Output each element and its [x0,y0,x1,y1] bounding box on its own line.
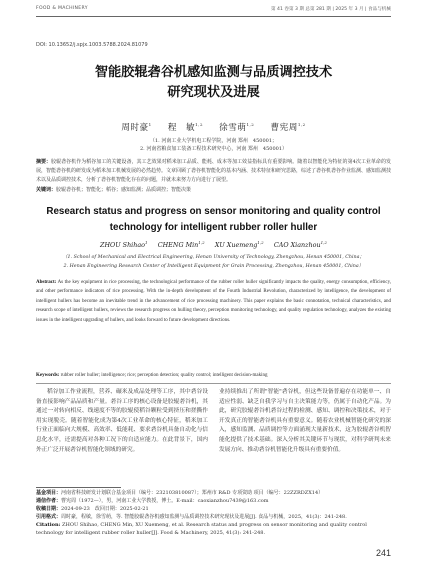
doi: DOI: 10.13652/j.spjx.1003.5788.2024.81079 [36,42,148,48]
author-sup: 1,2 [320,240,327,245]
title-en-line-1: Research status and progress on sensor monitoring and quality control [46,206,381,217]
authors-cn [36,121,391,133]
footnote-text: 周时豪，程敏，徐雪萌，等. 智能胶辊砻谷机感知监测与品质调控技术研究现状及进展[J]. 食品与机械，2025，41(3)：241-248. [61,514,347,520]
affiliation-en-1: （1. School of Mechanical and Electrical Engineering, Henan University of Technology, Zhengzhou, Henan 450001, China； [62,255,365,260]
footnote-label: Citation: [36,522,61,528]
abstract-en-text: As the key equipment in rice processing, the technological performance of the rubber roller huller significantly impacts the quality, energy consumption, efficiency, and other performance indicators of rice processing. With the in-depth development of the Fourth Industrial Revolution, characterized by intelligence, the development of intelligent hullers has become an inevitable trend in the advancement of rice processing machinery. This paper explains the basic connotation, technical characteristics, and research scope of intelligent hullers, reviews the research progress on hulling theory, perception monitoring technology, and quality regulation technology, analyzes the existing issues in the intelligent upgrading of hullers, and looks forward to future development directions. [36,280,391,323]
author-cn: 曹宪周 [270,123,298,133]
footnote-text: 曹宪周（1972—），男，河南工业大学教授，博士。E-mail：caoxianzhou7439@163.com [61,498,269,504]
keywords-en [36,373,391,378]
footnote-funding [36,490,391,498]
section-rule [36,383,391,384]
footnote-text: ZHOU Shihao, CHENG Min, XU Xuemeng, et al. Research status and progress on sensor monitoring and quality control technology for intelligent rubber roller huller[J]. Food & Machinery, 2025, 41(3): 241-248. [36,522,367,536]
footnote-label: 引用格式： [36,514,62,520]
author-sup: 1,2 [297,122,306,128]
abstract-en-label: Abstract: [36,280,57,285]
author-sup: 1 [148,122,152,128]
body-column-right: 业持续推出了所谓"智能"砻谷机，但这些设备普遍存在功能单一、自适应性弱、缺乏自我学习与自主决策能力等，仍属于自动化产品。为此，研究胶辊砻谷机砻谷过程的检测、感知、调控和决策技术，对于开发真正的智能砻谷机具有重要意义。随着农业机械智能化研究的深入，感知监测、品质调控等方面涌现大量新技术，这为胶辊砻谷机智能化提供了技术基础。深入分析其关键环节与现状，对科学研判未来发展方向、推动砻谷机智能化升级具有重要价值。 [219,389,391,453]
keywords-cn [36,186,391,193]
abstract-en [36,278,391,325]
author-sup: 1 [145,240,148,245]
author-en: ZHOU Shihao [100,241,145,250]
footnote-text: 2024-09-23 改回日期：2025-02-21 [61,506,149,512]
footnote-citation-en [36,522,391,537]
author-cn: 徐雪萌 [219,123,247,133]
footnote-corresponding-author [36,498,391,506]
author-sup: 1,2 [195,122,203,128]
footnote-received-date [36,506,391,514]
author-sup: 1,2 [246,122,255,128]
keywords-en-label: Keywords: [36,373,60,378]
author-en: XU Xuemeng [214,241,258,250]
footnote-rule [36,487,121,488]
affiliation-cn-2: 2. 河南省粮食加工装备工程技术研究中心，河南 郑州 450001） [139,146,288,152]
keywords-cn-label: 关键词： [36,187,57,193]
body-column-left: 稻谷加工作业流程，营养、碾米及成品处理等工序，其中砻谷设备直接影响产品品质和产量。砻谷工序的核心设备是胶辊砻谷机，其通过一对转向相反、线速度不等的胶辊使稻谷颗粒受到挤压和搓撕作用实现脱壳。随着智能化成为第4次工业革命的核心特征，稻米加工行业正面临向大规模、高效率、低能耗、要求砻谷机具备自动化与信息化水平，还需提高对各种工况下的自适应能力。在此背景下，国内外正广泛开展砻谷机智能化领域的研究。 [36,389,208,453]
abstract-cn [36,158,391,185]
keywords-en-text: rubber roller huller; intelligence; rice; perception detection; quality control; intelligent decision-making [60,373,268,378]
affiliation-en-2: 2. Henan Engineering Research Center of Intelligent Equipment for Grain Processing, Zhengzhou, Henan 450001, China） [63,264,364,269]
title-en-line-2: technology for intelligent rubber roller huller [109,222,318,233]
author-sup: 1,2 [198,240,205,245]
authors-en [36,240,391,249]
title-cn-line-2: 研究现状及进展 [167,85,260,100]
author-cn: 程 敏 [167,123,196,133]
header-rule [36,16,391,17]
footnote-text: 河南省科技研发计划联合基金项目（编号：232103810087）；郑州市 R&D 专项资助 项目（编号：22ZZRDZX14） [61,490,324,496]
footnote-label: 收稿日期： [36,506,62,512]
title-cn-line-1: 智能胶辊砻谷机感知监测与品质调控技术 [94,65,333,80]
author-en: CHENG Min [157,241,199,250]
footnote-label: 通信作者： [36,498,62,504]
author-sup: 1,2 [257,240,264,245]
abstract-cn-label: 摘要： [36,159,52,165]
affiliation-cn-1: （1. 河南工业大学机电工程学院，河南 郑州 450001； [149,138,278,144]
footnote-citation-cn [36,514,391,522]
author-en: CAO Xianzhou [273,241,321,250]
footnote-label: 基金项目： [36,490,62,496]
page-number: 241 [375,548,391,558]
journal-issue-info: 第 41 卷第 3 期 总第 281 期 | 2025 年 3 月 | 食品与机械 [270,7,391,12]
journal-name-en: FOOD & MACHINERY [36,6,88,11]
keywords-cn-text: 胶辊砻谷机；智能化；稻谷；感知监测；品质调控；智能决策 [56,187,192,193]
author-cn: 周时豪 [121,123,149,133]
abstract-cn-text: 胶辊砻谷机作为稻谷加工的关键设备，其工艺效果对稻米加工品质、能耗、成本等加工效益指标具有重要影响。随着以智能化为特征的第4次工业革命的发展，智能砻谷机的研发成为稻米加工机械发展的必然趋势。文章回顾了砻谷机智能化的基本内涵、技术特征和研究思路，综述了砻谷机砻谷作业监测、感知监测技术以及品质调控技术，分析了砻谷机智能化存在的问题，并就未来努力方向进行了展望。 [36,159,392,183]
